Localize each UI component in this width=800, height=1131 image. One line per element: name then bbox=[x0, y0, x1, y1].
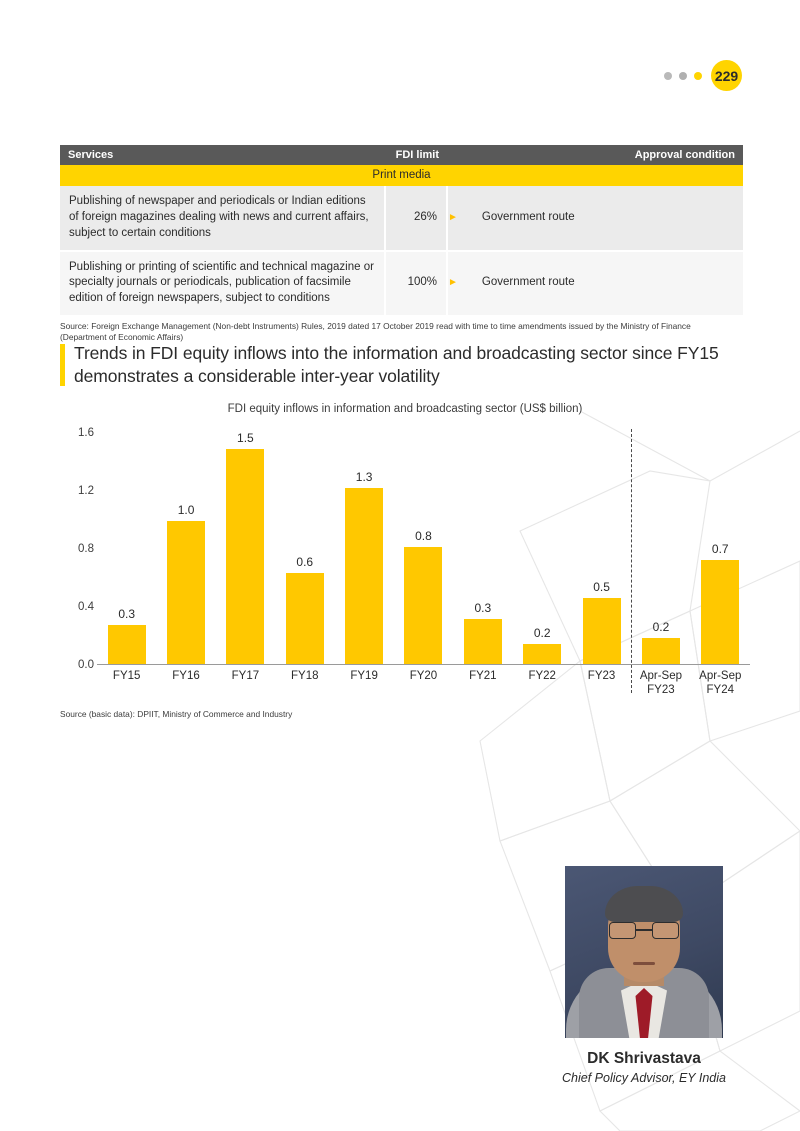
y-tick-0: 0.0 bbox=[78, 659, 94, 671]
x-tick-label: FY21 bbox=[469, 670, 497, 682]
chart-bar-slot bbox=[394, 433, 453, 664]
table-body bbox=[60, 165, 743, 316]
y-tick-4: 1.6 bbox=[78, 427, 94, 439]
y-tick-2: 0.8 bbox=[78, 543, 94, 555]
chart-bar bbox=[404, 547, 442, 664]
table-section-label: Print media bbox=[60, 165, 743, 186]
chart-bar bbox=[583, 598, 621, 664]
x-tick-label: FY19 bbox=[350, 670, 378, 682]
page-title: Trends in FDI equity inflows into the information and broadcasting sector since FY15 demonstrates a considerable inter-year volatility bbox=[74, 343, 719, 387]
chart-bar-slot bbox=[97, 433, 156, 664]
fdi-inflows-chart bbox=[60, 403, 750, 719]
chart-bar-slot bbox=[216, 430, 275, 664]
bar-value-label: 0.3 bbox=[474, 601, 492, 616]
column-header-services: Services bbox=[60, 145, 385, 165]
chart-x-axis-line bbox=[97, 664, 750, 665]
fdi-limits-table-container bbox=[60, 145, 743, 344]
bar-value-label: 0.8 bbox=[415, 529, 432, 544]
section-headline bbox=[60, 342, 750, 389]
chart-bars bbox=[97, 430, 750, 664]
bar-value-label: 0.2 bbox=[652, 620, 670, 635]
avatar bbox=[565, 866, 723, 1038]
cell-fdi-limit: 100% bbox=[385, 251, 447, 317]
photo-mouth bbox=[633, 962, 655, 965]
photo-lens-right bbox=[652, 922, 679, 939]
chart-bar-slot bbox=[453, 433, 512, 664]
y-tick-1: 0.4 bbox=[78, 601, 94, 613]
chart-bar bbox=[701, 560, 739, 664]
x-tick-label: FY16 bbox=[172, 670, 200, 682]
triangle-right-icon: ► bbox=[448, 211, 458, 223]
bar-value-label: 0.3 bbox=[118, 607, 136, 622]
x-tick-label: FY17 bbox=[231, 670, 260, 682]
x-tick-label: FY23 bbox=[587, 670, 616, 682]
chart-title: FDI equity inflows in information and broadcasting sector (US$ billion) bbox=[227, 403, 583, 415]
cell-approval-label: Government route bbox=[481, 210, 575, 223]
chart-x-axis-labels bbox=[97, 670, 750, 697]
chart-bar-slot bbox=[631, 433, 690, 664]
chart-bar-slot bbox=[691, 433, 750, 664]
chart-bar bbox=[464, 619, 502, 664]
chart-y-axis bbox=[60, 427, 94, 671]
bar-value-label: 0.6 bbox=[296, 555, 314, 570]
cell-approval bbox=[447, 186, 743, 251]
page-dot-1 bbox=[664, 72, 672, 80]
chart-source-note: Source (basic data): DPIIT, Ministry of Commerce and Industry bbox=[60, 709, 293, 720]
author-role: Chief Policy Advisor, EY India bbox=[562, 1071, 726, 1085]
chart-bar bbox=[226, 449, 264, 664]
author-block bbox=[528, 866, 760, 1085]
bar-value-label: 0.7 bbox=[711, 542, 729, 557]
photo-glasses-bridge bbox=[636, 929, 652, 931]
chart-bar bbox=[642, 638, 680, 664]
chart-plot-area bbox=[78, 427, 750, 671]
chart-bar-slot bbox=[513, 433, 572, 664]
column-header-approval-condition: Approval condition bbox=[447, 145, 743, 165]
page-dot-2 bbox=[679, 72, 687, 80]
cell-fdi-limit: 26% bbox=[385, 186, 447, 251]
chart-bar bbox=[345, 488, 383, 664]
column-header-fdi-limit: FDI limit bbox=[385, 145, 447, 165]
bar-value-label: 1.3 bbox=[355, 469, 373, 484]
triangle-right-icon: ► bbox=[448, 277, 458, 289]
author-name: DK Shrivastava bbox=[587, 1050, 701, 1067]
accent-bar bbox=[60, 344, 65, 386]
bar-value-label: 0.5 bbox=[593, 579, 610, 594]
x-tick-label: FY22 bbox=[528, 670, 556, 682]
page-dot-3 bbox=[694, 72, 702, 80]
y-tick-3: 1.2 bbox=[78, 485, 94, 497]
chart-bar-slot bbox=[572, 433, 631, 664]
x-tick-label: Apr-Sep FY24 bbox=[699, 670, 742, 696]
table-section-band bbox=[60, 165, 743, 186]
bar-value-label: 1.0 bbox=[177, 503, 195, 518]
cell-service: Publishing or printing of scientific and technical magazine or specialty journals or periodicals, publication of facsimile edition of foreign newspapers, subject to conditions bbox=[60, 251, 385, 317]
page-marker bbox=[664, 60, 742, 91]
chart-bar bbox=[167, 521, 205, 664]
chart-bar-slot bbox=[334, 433, 393, 664]
bar-value-label: 0.2 bbox=[533, 625, 551, 640]
chart-bar-slot bbox=[156, 433, 215, 664]
page-number: 229 bbox=[711, 60, 742, 91]
x-tick-label: FY15 bbox=[112, 670, 141, 682]
table-source-note: Source: Foreign Exchange Management (Non-debt Instruments) Rules, 2019 dated 17 October 2019 read with time to time amendments issued by the Ministry of Finance (Department of Economic Affairs) bbox=[60, 321, 691, 343]
chart-bar bbox=[286, 573, 324, 664]
x-tick-label: FY18 bbox=[291, 670, 319, 682]
cell-approval-label: Government route bbox=[481, 276, 575, 289]
chart-period-divider bbox=[631, 429, 632, 693]
fdi-limits-table bbox=[60, 145, 743, 317]
x-tick-label: FY20 bbox=[409, 670, 438, 682]
photo-lens-left bbox=[609, 922, 636, 939]
glasses-icon bbox=[609, 922, 679, 939]
table-row bbox=[60, 251, 743, 317]
table-row bbox=[60, 186, 743, 251]
chart-bar bbox=[108, 625, 146, 664]
chart-bar bbox=[523, 644, 561, 664]
x-tick-label: Apr-Sep FY23 bbox=[639, 670, 682, 696]
table-header-row bbox=[60, 145, 743, 165]
cell-service: Publishing of newspaper and periodicals or Indian editions of foreign magazines dealing with news and current affairs, subject to certain conditions bbox=[60, 186, 385, 251]
chart-bar-slot bbox=[275, 433, 334, 664]
cell-approval bbox=[447, 251, 743, 317]
table-head bbox=[60, 145, 743, 165]
bar-value-label: 1.5 bbox=[237, 430, 254, 445]
